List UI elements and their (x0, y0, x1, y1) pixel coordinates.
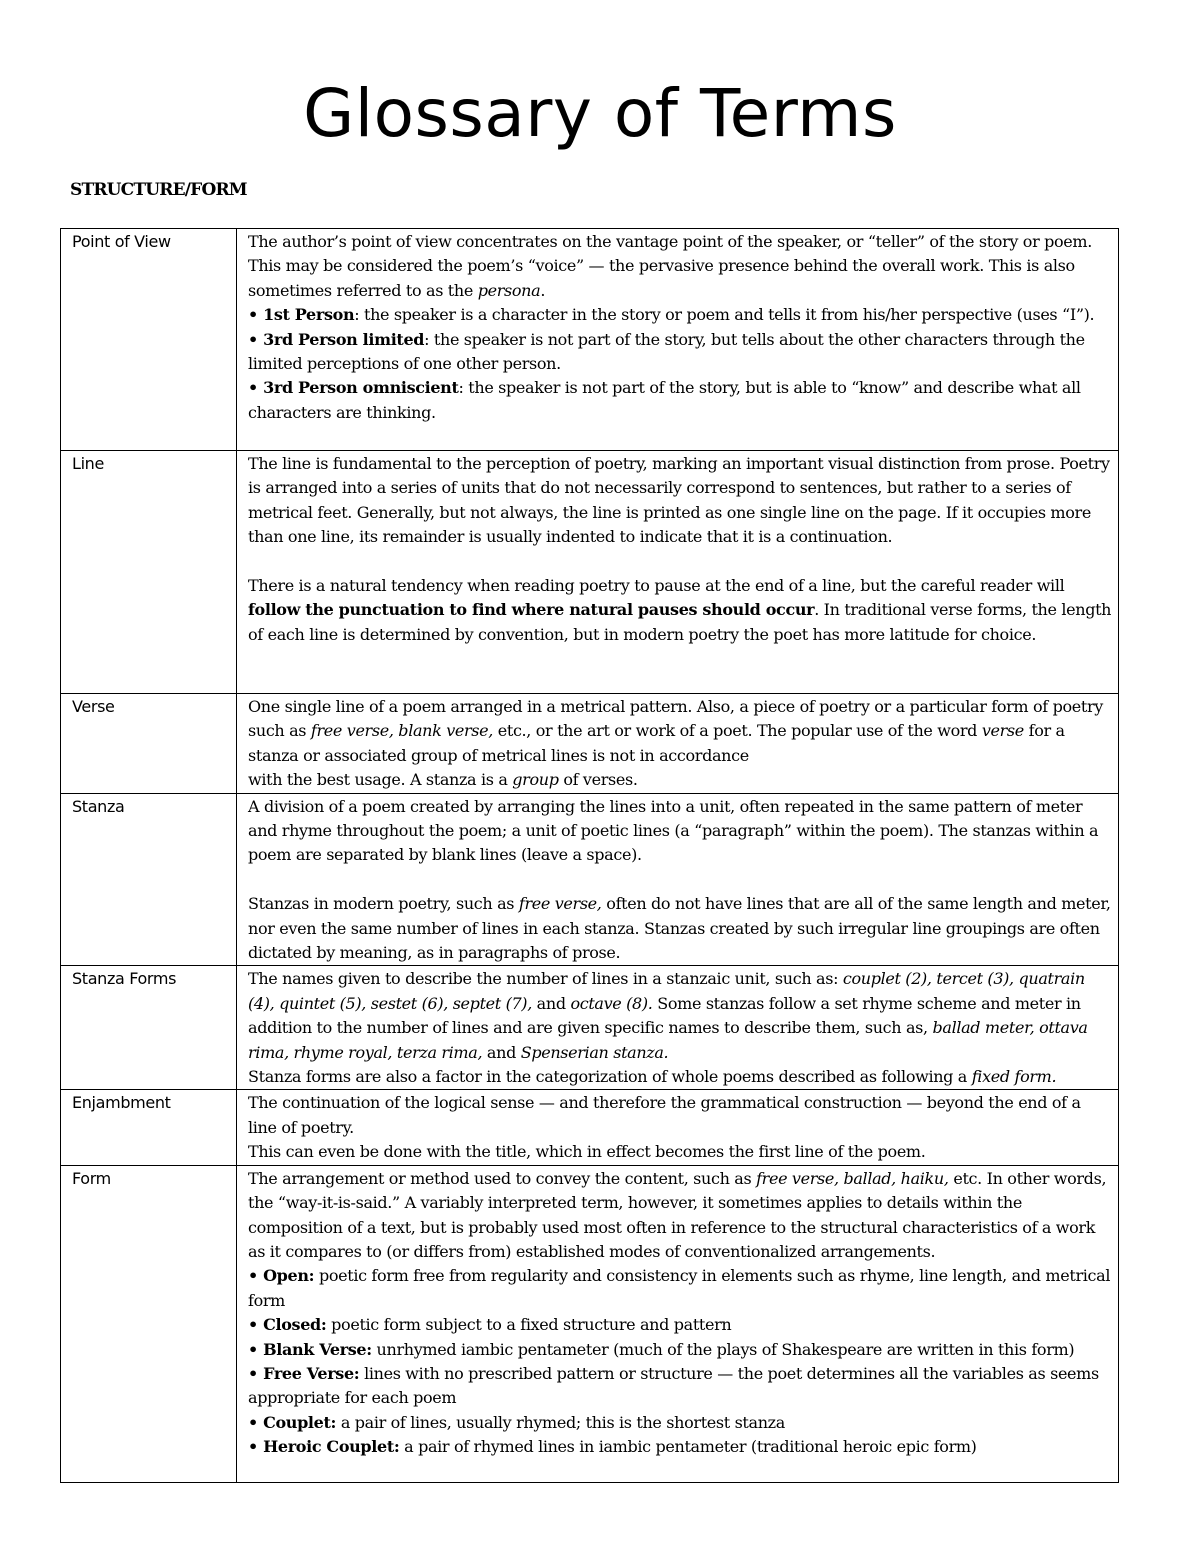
definition-text: Stanzas in modern poetry, such as (248, 894, 519, 914)
bullet-text: : the speaker is not part of the story, but is able to “know” and describe what all characters are thinking. (248, 378, 1081, 422)
term-cell: Enjambment (61, 1090, 237, 1165)
definition-text: etc. In other words, the “way-it-is-said.” A variably interpreted term, however, it sometimes applies to details within the composition of a text, but is probably used most often in reference to the structural characteristics of a work as it compares to (or differs from) established modes of conventionalized arrangements. (248, 1168, 1107, 1261)
definition-paragraph (248, 695, 1112, 768)
definition-cell (237, 1165, 1119, 1482)
bullet-label: • 1st Person (248, 305, 355, 325)
definition-paragraph (248, 967, 1112, 1065)
term-cell: Stanza (61, 793, 237, 966)
emphasis-text: ballad meter, ottava rima, rhyme royal, terza rima, (248, 1018, 1088, 1062)
definition-text: of verses. (558, 770, 638, 790)
section-heading: STRUCTURE/FORM (70, 180, 247, 200)
emphasis-text: octave (8). (570, 993, 653, 1013)
definition-cell (237, 966, 1119, 1090)
bullet-text: poetic form free from regularity and consistency in elements such as rhyme, line length, and metrical form (248, 1266, 1111, 1310)
definition-cell (237, 229, 1119, 451)
definition-text: The arrangement or method used to convey the content, such as (248, 1168, 757, 1188)
bullet-label: • 3rd Person omniscient (248, 378, 459, 398)
definition-paragraph (248, 892, 1112, 965)
definition-text: and (531, 993, 571, 1013)
bullet-label: • Closed: (248, 1315, 327, 1335)
bullet-label: • Couplet: (248, 1412, 337, 1432)
emphasis-text: Spenserian stanza. (520, 1042, 669, 1062)
definition-paragraph: This can even be done with the title, which in effect becomes the first line of the poem. (248, 1142, 926, 1162)
bullet-item (248, 1411, 1112, 1435)
bullet-text: poetic form subject to a fixed structure and pattern (326, 1315, 732, 1335)
bullet-label: • Blank Verse: (248, 1339, 372, 1359)
definition-cell (237, 793, 1119, 966)
term-cell: Stanza Forms (61, 966, 237, 1090)
emphasis-text: fixed form. (971, 1067, 1057, 1087)
bullet-text: : the speaker is not part of the story, but tells about the other characters through the limited perceptions of one other person. (248, 329, 1085, 374)
definition-text: etc., or the art or work of a poet. The popular use of the word (493, 721, 982, 741)
bullet-text: a pair of rhymed lines in iambic pentameter (traditional heroic epic form) (399, 1437, 977, 1457)
bullet-item (248, 1338, 1112, 1362)
page-title: Glossary of Terms (303, 75, 897, 152)
bullet-item (248, 328, 1112, 377)
bullet-label: • Open: (248, 1266, 315, 1286)
definition-text: for a stanza or associated group of metrical lines is not in accordance (248, 721, 1065, 765)
table-row (61, 1165, 1119, 1482)
bullet-label: • 3rd Person limited (248, 329, 425, 349)
bullet-item (248, 376, 1112, 425)
table-row (61, 451, 1119, 694)
bullet-text: lines with no prescribed pattern or structure — the poet determines all the variables as seems appropriate for each poem (248, 1363, 1099, 1408)
bullet-item (248, 1362, 1112, 1411)
term-cell: Line (61, 451, 237, 694)
bold-text: follow the punctuation to find where natural pauses should occur (248, 600, 815, 620)
bullet-item (248, 1264, 1112, 1313)
bullet-item (248, 303, 1112, 327)
bullet-text: unrhymed iambic pentameter (much of the plays of Shakespeare are written in this form) (371, 1339, 1075, 1359)
table-row (61, 694, 1119, 794)
emphasis-text: free verse, blank verse, (310, 721, 494, 741)
definition-text: One single line of a poem arranged in a metrical pattern. Also, a piece of poetry or a particular form of poetry such as (248, 697, 1103, 741)
paragraph-gap (248, 550, 1112, 574)
definition-text: often do not have lines that are all of the same length and meter, nor even the same number of lines in each stanza. Stanzas created by such irregular line groupings are often dictated by meaning, as in paragraphs of prose. (248, 894, 1111, 963)
definition-cell (237, 694, 1119, 794)
definition-cell (237, 1090, 1119, 1165)
bullet-label: • Free Verse: (248, 1363, 360, 1383)
definition-paragraph (248, 574, 1112, 647)
definition-text: There is a natural tendency when reading poetry to pause at the end of a line, but the careful reader will (248, 576, 1065, 596)
term-cell: Point of View (61, 229, 237, 451)
table-row (61, 793, 1119, 966)
emphasis-text: group (512, 770, 559, 790)
definition-paragraph (248, 768, 1112, 792)
definition-text: The names given to describe the number of lines in a stanzaic unit, such as: (248, 969, 843, 989)
paragraph-gap (248, 868, 1112, 892)
definition-paragraph (248, 230, 1112, 303)
emphasis-text: persona (477, 280, 541, 300)
definition-text: The author’s point of view concentrates on the vantage point of the speaker, or “teller” of the story or poem. This may be considered the poem’s “voice” — the pervasive presence behind the overall work. This is also sometimes referred to as the (248, 232, 1092, 300)
definition-paragraph (248, 1167, 1112, 1265)
definition-text: Stanza forms are also a factor in the categorization of whole poems described as following a (248, 1067, 972, 1087)
definition-text: Some stanzas follow a set rhyme scheme and meter in addition to the number of lines and are given specific names to describe them, such as, (248, 993, 1081, 1038)
emphasis-text: free verse, (518, 894, 602, 914)
table-row (61, 1090, 1119, 1165)
bullet-text: a pair of lines, usually rhymed; this is the shortest stanza (336, 1412, 785, 1432)
bullet-item (248, 1313, 1112, 1337)
term-cell: Verse (61, 694, 237, 794)
definition-text: with the best usage. A stanza is a (248, 770, 513, 790)
term-cell: Form (61, 1165, 237, 1482)
definition-text: . (540, 280, 546, 300)
bullet-text: : the speaker is a character in the story or poem and tells it from his/her perspective (uses “I”). (354, 305, 1095, 325)
definition-paragraph: A division of a poem created by arranging the lines into a unit, often repeated in the same pattern of meter and rhyme throughout the poem; a unit of poetic lines (a “paragraph” within the poem). The stanzas within a poem are separated by blank lines (leave a space). (248, 796, 1099, 865)
emphasis-text: free verse, ballad, haiku, (756, 1168, 949, 1188)
glossary-table (60, 228, 1119, 1483)
definition-paragraph: The continuation of the logical sense — and therefore the grammatical construction — beyond the end of a line of poetry. (248, 1093, 1081, 1137)
emphasis-text: couplet (2), tercet (3), quatrain (4), quintet (5), sestet (6), septet (7), (248, 969, 1085, 1013)
definition-text: and (482, 1042, 521, 1062)
definition-paragraph: The line is fundamental to the perception of poetry, marking an important visual distinction from prose. Poetry is arranged into a series of units that do not necessarily correspond to sentences, but rather to a series of metrical feet. Generally, but not always, the line is printed as one single line on the page. If it occupies more than one line, its remainder is usually indented to indicate that it is a continuation. (248, 454, 1110, 547)
definition-paragraph (248, 1065, 1112, 1089)
definition-text: . In traditional verse forms, the length of each line is determined by convention, but in modern poetry the poet has more latitude for choice. (248, 600, 1112, 644)
emphasis-text: verse (981, 721, 1024, 741)
table-row (61, 229, 1119, 451)
bullet-label: • Heroic Couplet: (248, 1437, 400, 1457)
bullet-item (248, 1435, 1112, 1459)
table-row (61, 966, 1119, 1090)
definition-cell (237, 451, 1119, 694)
